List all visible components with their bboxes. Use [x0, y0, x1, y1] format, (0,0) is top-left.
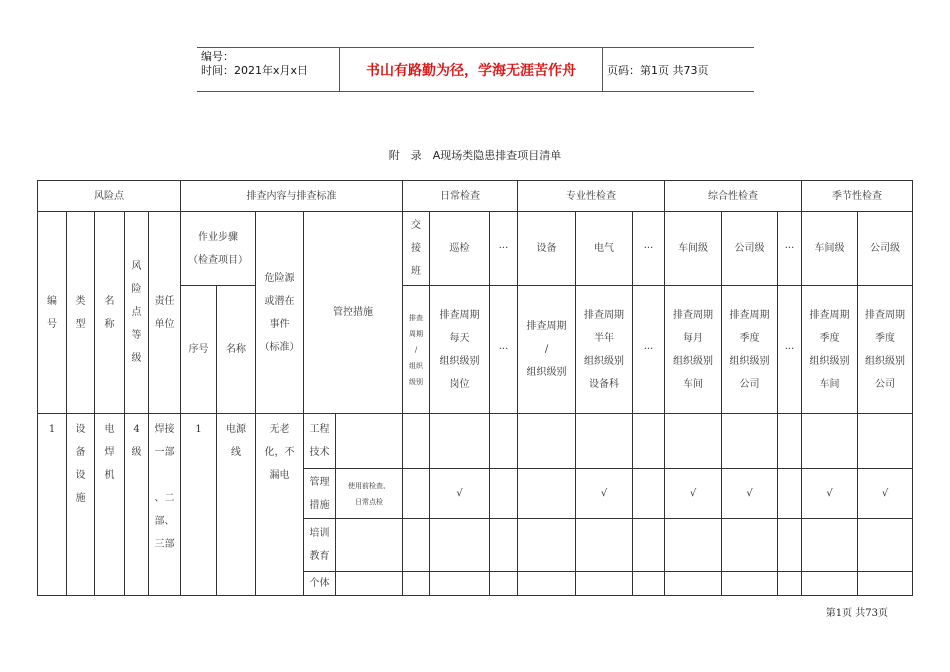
- row-hazard-text: 无老 化，不 漏电: [264, 424, 295, 481]
- work-step-header: [180, 211, 256, 286]
- empty-cell: [777, 571, 802, 596]
- row-level: [124, 413, 149, 596]
- code-label: 编号：: [201, 50, 234, 63]
- empty-cell: [489, 518, 518, 572]
- empty-cell: [517, 571, 576, 596]
- daily-period-text: 排查周期 每天 组织级别 岗位: [439, 309, 480, 390]
- empty-cell: [575, 413, 633, 469]
- elec-period: [575, 285, 633, 414]
- risk-level-header: [124, 211, 149, 414]
- row-training-detail: [335, 518, 403, 572]
- check-mark: [857, 468, 913, 519]
- electric-header: [575, 211, 633, 286]
- row-management: [303, 468, 336, 519]
- equip-period: [517, 285, 576, 414]
- daily-ellipsis-text: ···: [498, 243, 509, 254]
- empty-cell: [517, 468, 576, 519]
- no-header: [37, 211, 67, 414]
- check-mark: [721, 468, 778, 519]
- risk-point-header-text: 风险点: [94, 190, 124, 202]
- patrol-header: [429, 211, 490, 286]
- empty-cell: [402, 413, 430, 469]
- comp-co-period-text: 排查周期 季度 组织级别 公司: [729, 309, 770, 390]
- empty-cell: [402, 468, 430, 519]
- patrol-header-text: 巡检: [449, 243, 470, 254]
- inspect-content-header: [180, 180, 403, 212]
- comp-co-period: [721, 285, 778, 414]
- row-unit: [148, 413, 181, 596]
- comprehensive-check-header-text: 综合性检查: [708, 190, 758, 202]
- empty-cell: [721, 413, 778, 469]
- empty-cell: [429, 413, 490, 469]
- check-mark-text: √: [600, 488, 608, 499]
- empty-cell: [632, 518, 665, 572]
- seasonal-check-header-text: 季节性检查: [832, 190, 882, 202]
- check-mark-text: √: [826, 488, 833, 499]
- daily-ellipsis: [489, 211, 518, 286]
- check-mark-text: √: [881, 488, 889, 499]
- special-period-ellipsis: [632, 285, 665, 414]
- row-hazard: [255, 413, 304, 596]
- empty-cell: [664, 413, 722, 469]
- no-header-text: 编 号: [47, 295, 57, 330]
- comp-workshop-header: [664, 211, 722, 286]
- control-header: [303, 211, 403, 414]
- row-management-detail-text: 使用前检查、 日常点检: [348, 481, 390, 506]
- check-mark: [575, 468, 633, 519]
- row-individual: [303, 571, 336, 596]
- empty-cell: [489, 468, 518, 519]
- empty-cell: [857, 518, 913, 572]
- step-name-header-text: 名称: [226, 344, 246, 355]
- empty-cell: [632, 468, 665, 519]
- shift-detail-text: 排查 周期 / 组织 级别: [409, 313, 423, 386]
- empty-cell: [664, 518, 722, 572]
- equipment-header-text: 设备: [536, 243, 557, 254]
- empty-cell: [402, 518, 430, 572]
- seas-co-period: [857, 285, 913, 414]
- motto: 书山有路勤为径，学海无涯苦作舟: [339, 48, 603, 91]
- equip-period-text: 排查周期 / 组织级别: [526, 321, 567, 378]
- seas-co-period-text: 排查周期 季度 组织级别 公司: [865, 309, 905, 390]
- comp-workshop-header-text: 车间级: [678, 243, 708, 254]
- resp-unit-header: [148, 211, 181, 414]
- row-management-detail: [335, 468, 403, 519]
- row-seq: [180, 413, 217, 596]
- empty-cell: [777, 518, 802, 572]
- electric-header-text: 电气: [594, 243, 614, 254]
- control-header-text: 管控措施: [333, 307, 373, 318]
- comp-ws-period: [664, 285, 722, 414]
- shift-header: [402, 211, 430, 286]
- daily-period-ellipsis: [489, 285, 518, 414]
- empty-cell: [721, 571, 778, 596]
- step-name-header: [216, 285, 256, 414]
- elec-period-text: 排查周期 半年 组织级别 设备科: [584, 309, 624, 390]
- comp-company-header-text: 公司级: [734, 243, 765, 254]
- risk-point-header: [37, 180, 181, 212]
- daily-period-ellipsis-text: ···: [498, 344, 509, 355]
- row-type: [66, 413, 95, 596]
- special-check-header-text: 专业性检查: [566, 190, 616, 202]
- empty-cell: [801, 571, 858, 596]
- hazard-header: [255, 211, 304, 414]
- empty-cell: [857, 413, 913, 469]
- comp-ellipsis-text: ···: [784, 243, 795, 254]
- page-code: 页码：第1页 共73页: [607, 63, 709, 77]
- empty-cell: [721, 518, 778, 572]
- seq-header-text: 序号: [188, 344, 209, 355]
- row-unit-text: 焊接 一部 、二 部、 三部: [154, 424, 175, 550]
- special-check-header: [517, 180, 665, 212]
- check-mark-text: √: [689, 488, 697, 499]
- comp-ws-period-text: 排查周期 每月 组织级别 车间: [673, 309, 713, 390]
- row-step-name-text: 电源 线: [226, 424, 246, 458]
- seas-ws-period: [801, 285, 858, 414]
- seasonal-check-header: [801, 180, 913, 212]
- row-engineering-text: 工程 技术: [309, 424, 330, 458]
- equipment-header: [517, 211, 576, 286]
- empty-cell: [632, 571, 665, 596]
- comprehensive-check-header: [664, 180, 802, 212]
- empty-cell: [575, 518, 633, 572]
- time-label: 时间：2021年x月x日: [201, 64, 309, 77]
- seas-company-header: [857, 211, 913, 286]
- empty-cell: [575, 571, 633, 596]
- shift-detail: [402, 285, 430, 414]
- seas-workshop-header-text: 车间级: [814, 243, 845, 254]
- comp-ellipsis: [777, 211, 802, 286]
- name-header-text: 名 称: [104, 295, 115, 330]
- row-name-text: 电 焊 机: [104, 424, 115, 481]
- row-type-text: 设 备 设 施: [75, 424, 86, 504]
- empty-cell: [402, 571, 430, 596]
- empty-cell: [489, 413, 518, 469]
- row-engineering: [303, 413, 336, 469]
- special-period-ellipsis-text: ···: [643, 344, 654, 355]
- comp-period-ellipsis: [777, 285, 802, 414]
- special-ellipsis: [632, 211, 665, 286]
- row-individual-detail: [335, 571, 403, 596]
- empty-cell: [429, 518, 490, 572]
- daily-period: [429, 285, 490, 414]
- row-step-name: [216, 413, 256, 596]
- type-header-text: 类 型: [75, 295, 86, 330]
- seas-company-header-text: 公司级: [870, 243, 900, 254]
- row-level-text: 4 级: [131, 424, 142, 458]
- daily-check-header: [402, 180, 518, 212]
- empty-cell: [429, 571, 490, 596]
- comp-company-header: [721, 211, 778, 286]
- empty-cell: [777, 413, 802, 469]
- check-mark: [801, 468, 858, 519]
- row-name: [94, 413, 125, 596]
- document-title: 附 录 A现场类隐患排查项目清单: [388, 149, 562, 162]
- empty-cell: [517, 518, 576, 572]
- empty-cell: [664, 571, 722, 596]
- daily-check-header-text: 日常检查: [440, 190, 480, 202]
- seas-workshop-header: [801, 211, 858, 286]
- row-engineering-detail: [335, 413, 403, 469]
- resp-unit-header-text: 责任 单位: [154, 295, 175, 330]
- inspect-content-header-text: 排查内容与排查标准: [246, 190, 337, 202]
- name-header: [94, 211, 125, 414]
- seq-header: [180, 285, 217, 414]
- work-step-header-text: 作业步骤 （检查项目）: [188, 231, 248, 266]
- row-training-text: 培训 教育: [309, 528, 330, 562]
- seas-ws-period-text: 排查周期 季度 组织级别 车间: [809, 309, 850, 390]
- comp-period-ellipsis-text: ···: [784, 344, 795, 355]
- check-mark-text: √: [746, 488, 753, 499]
- risk-level-header-text: 风 险 点 等 级: [131, 261, 142, 364]
- page-footer: 第1页 共73页: [825, 608, 888, 619]
- row-individual-text: 个体: [309, 578, 330, 589]
- row-no: [37, 413, 67, 596]
- empty-cell: [801, 413, 858, 469]
- empty-cell: [489, 571, 518, 596]
- empty-cell: [517, 413, 576, 469]
- check-mark: [429, 468, 490, 519]
- row-seq-text: 1: [195, 424, 202, 435]
- row-management-text: 管理 措施: [309, 476, 330, 511]
- type-header: [66, 211, 95, 414]
- check-mark-text: √: [456, 488, 463, 499]
- hazard-header-text: 危险源 或潜在 事件 （标准）: [259, 272, 300, 353]
- empty-cell: [632, 413, 665, 469]
- empty-cell: [857, 571, 913, 596]
- shift-header-text: 交 接 班: [411, 220, 421, 277]
- row-no-text: 1: [48, 424, 56, 435]
- check-mark: [664, 468, 722, 519]
- empty-cell: [777, 468, 802, 519]
- row-training: [303, 518, 336, 572]
- special-ellipsis-text: ···: [643, 243, 654, 254]
- empty-cell: [801, 518, 858, 572]
